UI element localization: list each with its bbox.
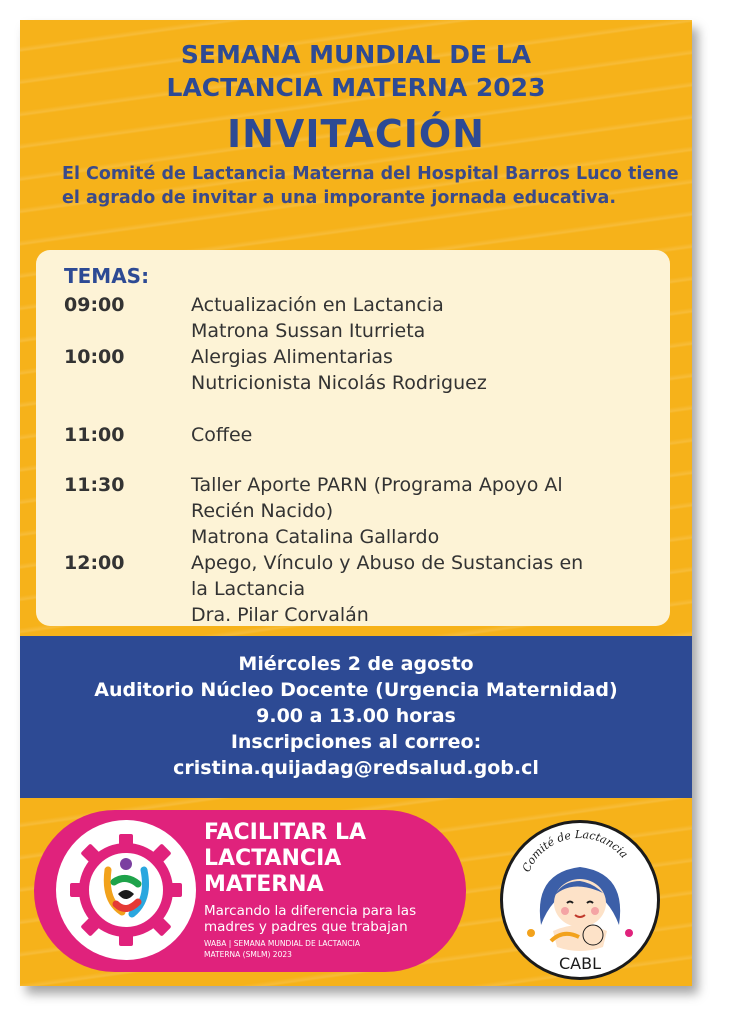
logo-acronym: CABL bbox=[558, 954, 602, 973]
campaign-title-line: MATERNA bbox=[204, 872, 324, 897]
campaign-title-line: LACTANCIA bbox=[204, 846, 342, 871]
program-time: 09:00 bbox=[64, 294, 125, 316]
campaign-banner bbox=[34, 810, 466, 972]
title-line-2: LACTANCIA MATERNA 2023 bbox=[166, 73, 546, 102]
program-speaker: Matrona Sussan Iturrieta bbox=[191, 320, 426, 342]
program-time: 11:30 bbox=[64, 474, 125, 496]
waba-logo bbox=[56, 820, 196, 960]
logo-arc-text: Comité de Lactancia bbox=[519, 827, 631, 875]
campaign-credit-line: WABA | SEMANA MUNDIAL DE LACTANCIA bbox=[204, 939, 360, 948]
mother-baby-icon bbox=[503, 823, 657, 977]
program-topic-continued: la Lactancia bbox=[191, 578, 306, 600]
program-topic-continued: Recién Nacido) bbox=[191, 500, 334, 522]
event-hours: 9.00 a 13.00 horas bbox=[256, 705, 456, 727]
program-speaker: Nutricionista Nicolás Rodriguez bbox=[191, 372, 487, 394]
program-time: 10:00 bbox=[64, 346, 125, 368]
title-line-1: SEMANA MUNDIAL DE LA bbox=[180, 40, 532, 69]
event-title bbox=[20, 38, 692, 104]
campaign-title bbox=[204, 820, 366, 898]
event-venue: Auditorio Núcleo Docente (Urgencia Maternidad) bbox=[94, 679, 618, 701]
event-date: Miércoles 2 de agosto bbox=[238, 653, 474, 675]
program-topic: Taller Aporte PARN (Programa Apoyo Al bbox=[191, 474, 563, 496]
campaign-credit bbox=[204, 938, 454, 960]
gear-family-icon bbox=[56, 820, 196, 960]
campaign-subtitle: Marcando la diferencia para las madres y padres que trabajan bbox=[204, 903, 417, 935]
program-heading: TEMAS: bbox=[64, 264, 150, 288]
cabl-committee-logo bbox=[500, 820, 660, 980]
intro-paragraph: El Comité de Lactancia Materna del Hospital Barros Luco tiene el agrado de invitar a una imporante jornada educativa. bbox=[62, 164, 679, 208]
program-time: 12:00 bbox=[64, 552, 125, 574]
program-topic: Actualización en Lactancia bbox=[191, 294, 444, 316]
program-card bbox=[36, 250, 670, 626]
campaign-title-line: FACILITAR LA bbox=[204, 820, 367, 845]
program-speaker: Matrona Catalina Gallardo bbox=[191, 526, 440, 548]
program-topic: Coffee bbox=[191, 424, 253, 446]
program-topic: Alergias Alimentarias bbox=[191, 346, 393, 368]
registration-email[interactable]: cristina.quijadag@redsalud.gob.cl bbox=[173, 757, 539, 779]
program-speaker: Dra. Pilar Corvalán bbox=[191, 604, 369, 626]
program-topic: Apego, Vínculo y Abuso de Sustancias en bbox=[191, 552, 584, 574]
invitation-heading: INVITACIÓN bbox=[226, 112, 485, 156]
registration-label: Inscripciones al correo: bbox=[230, 731, 482, 753]
program-time: 11:00 bbox=[64, 424, 125, 446]
event-details-band bbox=[20, 636, 692, 798]
campaign-credit-line: MATERNA (SMLM) 2023 bbox=[204, 950, 292, 959]
invitation-poster bbox=[20, 20, 692, 986]
